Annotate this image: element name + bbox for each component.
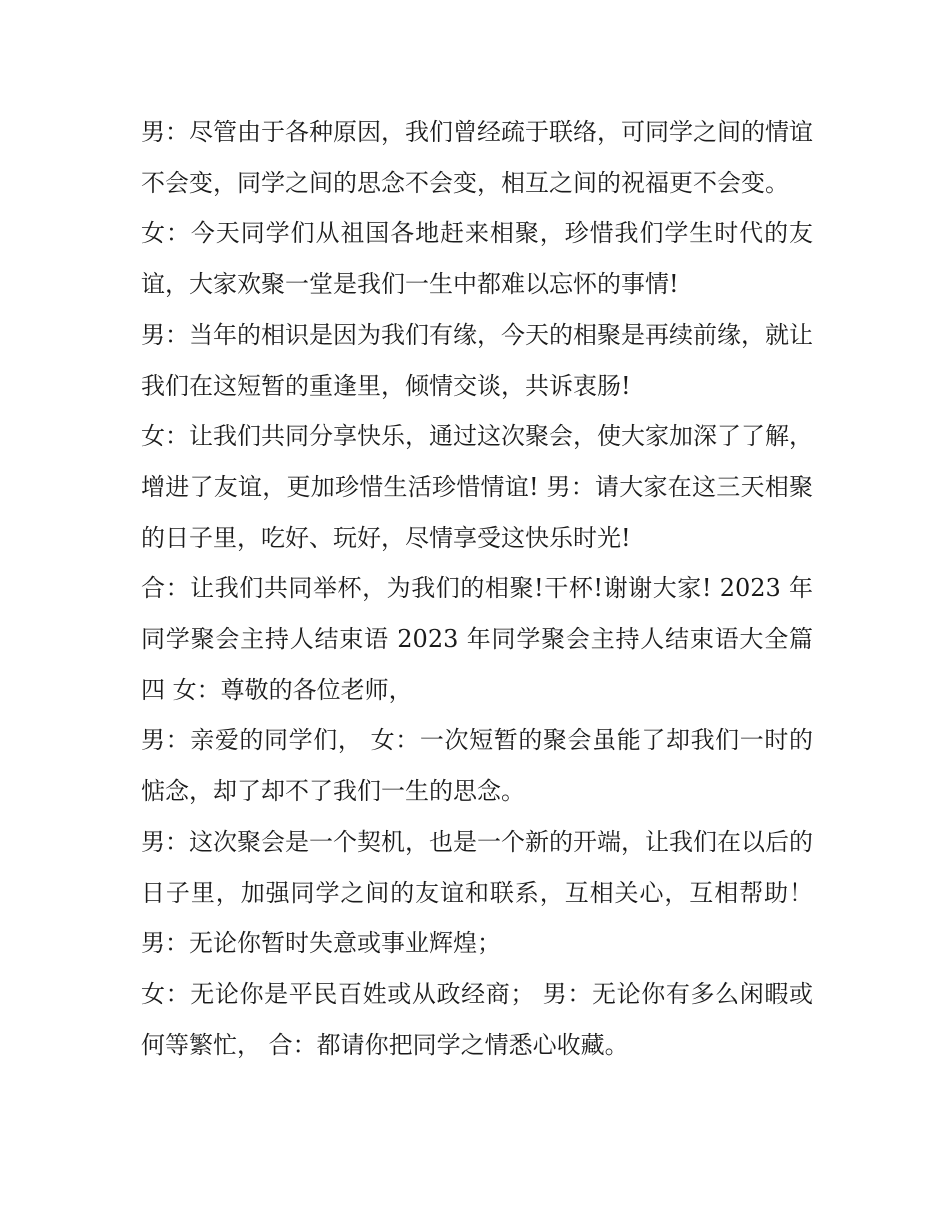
paragraph-1: 男：尽管由于各种原因，我们曾经疏于联络，可同学之间的情谊不会变，同学之间的思念不会变，相互之间的祝福更不会变。 — [141, 118, 813, 197]
paragraph-6: 男：亲爱的同学们， 女：一次短暂的聚会虽能了却我们一时的惦念，却了却不了我们一生的思念。 — [141, 726, 813, 806]
paragraph-5: 合：让我们共同举杯，为我们的相聚!干杯!谢谢大家! 2023 年同学聚会主持人结束语 2023 年同学聚会主持人结束语大全篇四 女：尊敬的各位老师， — [141, 574, 813, 704]
paragraph-4: 女：让我们共同分享快乐，通过这次聚会，使大家加深了了解，增进了友谊，更加珍惜生活珍惜情谊! 男：请大家在这三天相聚的日子里，吃好、玩好，尽情享受这快乐时光! — [141, 422, 813, 552]
document-body — [141, 107, 813, 1070]
paragraph-2: 女：今天同学们从祖国各地赶来相聚，珍惜我们学生时代的友谊，大家欢聚一堂是我们一生中都难以忘怀的事情! — [141, 219, 813, 299]
paragraph-8: 女：无论你是平民百姓或从政经商； 男：无论你有多么闲暇或何等繁忙， 合：都请你把同学之情悉心收藏。 — [141, 979, 813, 1059]
paragraph-7: 男：这次聚会是一个契机，也是一个新的开端，让我们在以后的日子里，加强同学之间的友谊和联系，互相关心，互相帮助！ 男：无论你暂时失意或事业辉煌； — [141, 827, 813, 958]
paragraph-3: 男：当年的相识是因为我们有缘，今天的相聚是再续前缘，就让我们在这短暂的重逢里，倾情交谈，共诉衷肠! — [141, 320, 813, 400]
